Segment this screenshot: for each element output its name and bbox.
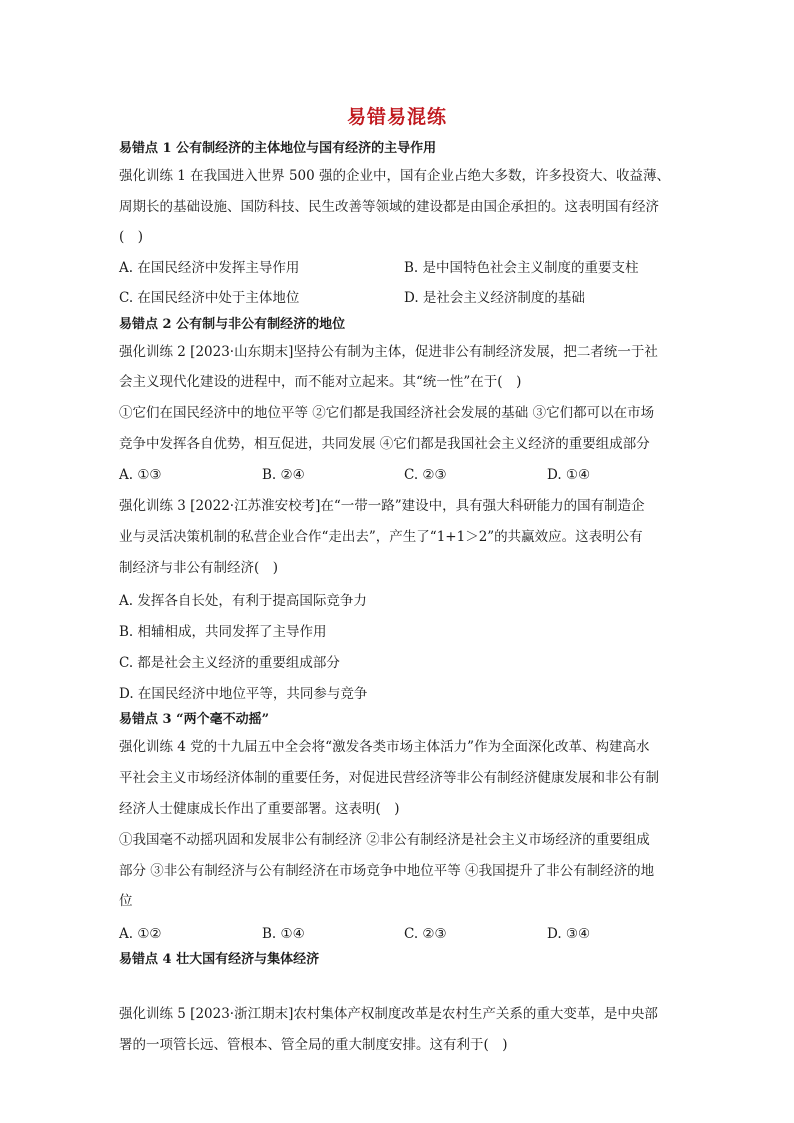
- section-heading: 易错点 1 公有制经济的主体地位与国有经济的主导作用: [119, 141, 437, 156]
- question-text: 经济人士健康成长作出了重要部署。这表明( ): [119, 801, 400, 817]
- question-text: 强化训练 1 在我国进入世界 500 强的企业中，国有企业占绝大多数，许多投资大、收益薄、: [119, 168, 671, 184]
- option-a: A. 发挥各自长处，有利于提高国际竞争力: [119, 593, 367, 609]
- page-title: 易错易混练: [346, 106, 447, 128]
- option-b: B. ①④: [262, 926, 305, 942]
- option-c: C. ②③: [404, 926, 447, 942]
- question-text: 强化训练 3 [2022·江苏淮安校考]在“一带一路”建设中，具有强大科研能力的国有制造企: [119, 498, 645, 514]
- question-text: 制经济与非公有制经济( ): [119, 560, 279, 576]
- section-heading: 易错点 4 壮大国有经济与集体经济: [119, 952, 320, 967]
- option-c: C. ②③: [404, 467, 447, 483]
- option-c: C. 在国民经济中处于主体地位: [119, 290, 300, 306]
- question-text: 周期长的基础设施、国防科技、民生改善等领域的建设都是由国企承担的。这表明国有经济: [119, 199, 659, 215]
- section-heading: 易错点 2 公有制与非公有制经济的地位: [119, 317, 346, 332]
- question-text: 位: [119, 893, 133, 909]
- option-c: C. 都是社会主义经济的重要组成部分: [119, 655, 340, 671]
- question-text: 竞争中发挥各自优势，相互促进，共同发展 ④它们都是我国社会主义经济的重要组成部分: [119, 436, 650, 452]
- option-d: D. 是社会主义经济制度的基础: [404, 290, 585, 306]
- option-b: B. 是中国特色社会主义制度的重要支柱: [404, 260, 639, 276]
- question-text: 平社会主义市场经济体制的重要任务，对促进民营经济等非公有制经济健康发展和非公有制: [119, 770, 659, 786]
- option-b: B. ②④: [262, 467, 305, 483]
- question-text: 强化训练 4 党的十九届五中全会将“激发各类市场主体活力”作为全面深化改革、构建高水: [119, 739, 650, 755]
- option-a: A. ①③: [119, 467, 162, 483]
- question-text: 会主义现代化建设的进程中，而不能对立起来。其“统一性”在于( ): [119, 374, 522, 390]
- question-text: ①我国毫不动摇巩固和发展非公有制经济 ②非公有制经济是社会主义市场经济的重要组成: [119, 832, 650, 848]
- question-text: 署的一项管长远、管根本、管全局的重大制度安排。这有利于( ): [119, 1037, 508, 1053]
- option-d: D. ③④: [547, 926, 591, 942]
- option-d: D. 在国民经济中地位平等，共同参与竞争: [119, 686, 368, 702]
- option-d: D. ①④: [547, 467, 591, 483]
- option-b: B. 相辅相成，共同发挥了主导作用: [119, 624, 327, 640]
- question-text: ( ): [119, 229, 144, 245]
- question-text: ①它们在国民经济中的地位平等 ②它们都是我国经济社会发展的基础 ③它们都可以在市场: [119, 405, 655, 421]
- section-heading: 易错点 3 “两个毫不动摇”: [119, 712, 270, 727]
- question-text: 业与灵活决策机制的私营企业合作“走出去”，产生了“1+1＞2”的共赢效应。这表明公有: [119, 529, 643, 545]
- option-a: A. ①②: [119, 926, 162, 942]
- question-text: 部分 ③非公有制经济与公有制经济在市场竞争中地位平等 ④我国提升了非公有制经济的地: [119, 863, 655, 879]
- question-text: 强化训练 5 [2023·浙江期末]农村集体产权制度改革是农村生产关系的重大变革，是中央部: [119, 1006, 658, 1022]
- question-text: 强化训练 2 [2023·山东期末]坚持公有制为主体，促进非公有制经济发展，把二者统一于社: [119, 344, 658, 360]
- option-a: A. 在国民经济中发挥主导作用: [119, 260, 300, 276]
